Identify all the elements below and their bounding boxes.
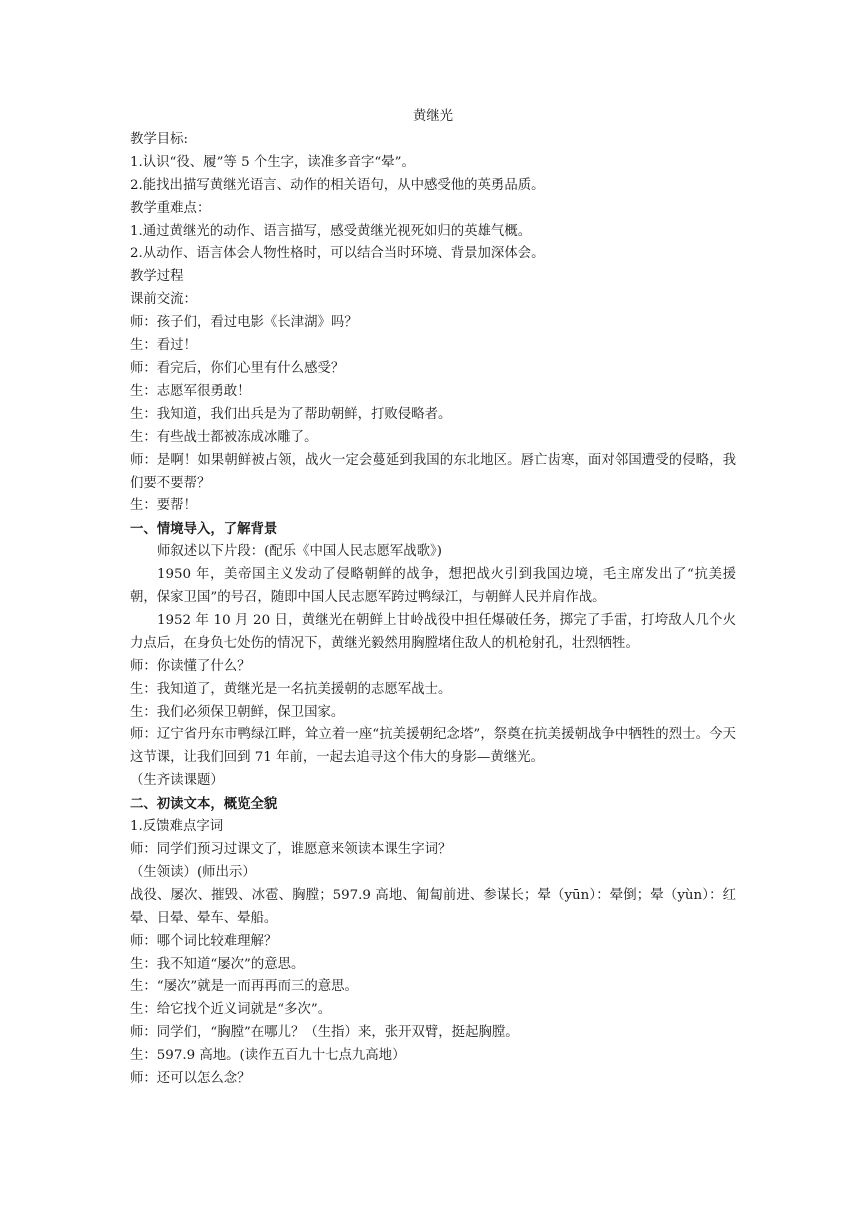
subsection-label: 1.反馈难点字词 — [130, 819, 224, 835]
dialogue-line: 师：哪个词比较难理解？ — [130, 933, 278, 949]
section-label-process: 教学过程 — [130, 269, 184, 285]
section-label-objectives: 教学目标: — [130, 131, 189, 147]
narration-intro: 师叙述以下片段：(配乐《中国人民志愿军战歌》) — [157, 544, 442, 560]
section-label-pre-class: 课前交流： — [130, 292, 197, 308]
objective-item: 1.认识“役、履”等 5 个生字，读准多音字“晕”。 — [130, 154, 415, 170]
dialogue-line: 生：我不知道“屡次”的意思。 — [130, 956, 305, 972]
key-point-item: 2.从动作、语言体会人物性格时，可以结合当时环境、背景加深体会。 — [130, 246, 545, 262]
dialogue-line: 师：看完后，你们心里有什么感受？ — [130, 360, 345, 376]
dialogue-paragraph: 师：辽宁省丹东市鸭绿江畔，耸立着一座“抗美援朝纪念塔”，祭奠在抗美援朝战争中牺牲的烈士。今天这节课，让我们回到 71 年前，一起去追寻这个伟大的身影—黄继光。 — [130, 727, 736, 766]
key-point-item: 1.通过黄继光的动作、语言描写，感受黄继光视死如归的英雄气概。 — [130, 223, 532, 239]
dialogue-paragraph: 师：是啊！如果朝鲜被占领，战火一定会蔓延到我国的东北地区。唇亡齿寒，面对邻国遭受的侵略，我们要不要帮？ — [130, 452, 736, 491]
dialogue-line: 生：我们必须保卫朝鲜，保卫国家。 — [130, 704, 345, 720]
dialogue-line: 生：597.9 高地。(读作五百九十七点九高地） — [130, 1048, 406, 1064]
section-heading-2: 二、初读文本，概览全貌 — [130, 796, 278, 813]
dialogue-line: 师：同学们预习过课文了，谁愿意来领读本课生字词？ — [130, 842, 452, 857]
dialogue-line: 生：给它找个近义词就是“多次”。 — [130, 1002, 332, 1018]
vocabulary-list: 战役、屡次、摧毁、冰雹、胸膛；597.9 高地、匍匐前进、参谋长；晕（yūn）：晕倒；晕（yùn）：红晕、日晕、晕车、晕船。 — [130, 887, 736, 926]
narration-paragraph: 1950 年，美帝国主义发动了侵略朝鲜的战争，想把战火引到我国边境，毛主席发出了“抗美援朝，保家卫国”的号召，随即中国人民志愿军跨过鸭绿江，与朝鲜人民并肩作战。 — [130, 567, 736, 606]
document-title: 黄继光 — [412, 109, 454, 124]
document-body — [130, 106, 736, 1091]
dialogue-line: 师：还可以怎么念？ — [130, 1071, 251, 1087]
dialogue-line: 生：我知道了，黄继光是一名抗美援朝的志愿军战士。 — [130, 681, 452, 697]
narration-paragraph: 1952 年 10 月 20 日，黄继光在朝鲜上甘岭战役中担任爆破任务，掷完了手雷，打垮敌人几个火力点后，在身负七处伤的情况下，黄继光毅然用胸膛堵住敌人的机枪射孔，壮烈牺牲。 — [130, 612, 736, 651]
dialogue-line: 生：我知道，我们出兵是为了帮助朝鲜，打败侵略者。 — [130, 406, 452, 422]
dialogue-line: 生：要帮！ — [130, 498, 197, 514]
dialogue-line: 师：你读懂了什么？ — [130, 658, 251, 674]
section-label-key-points: 教学重难点： — [130, 200, 211, 216]
section-heading-1: 一、情境导入，了解背景 — [130, 521, 278, 538]
stage-direction: （生齐读课题） — [130, 773, 224, 789]
objective-item: 2.能找出描写黄继光语言、动作的相关语句，从中感受他的英勇品质。 — [130, 177, 545, 193]
dialogue-line: 生：“屡次”就是一而再再而三的意思。 — [130, 979, 358, 995]
dialogue-line: 生：志愿军很勇敢！ — [130, 383, 251, 399]
dialogue-line: 师：孩子们，看过电影《长津湖》吗？ — [130, 315, 358, 331]
dialogue-line: 生：看过！ — [130, 338, 197, 354]
dialogue-line: 师：同学们，“胸膛”在哪儿？（生指）来，张开双臂，挺起胸膛。 — [130, 1025, 519, 1041]
stage-direction: （生领读）(师出示） — [130, 864, 256, 880]
dialogue-line: 生：有些战士都被冻成冰雕了。 — [130, 429, 318, 445]
